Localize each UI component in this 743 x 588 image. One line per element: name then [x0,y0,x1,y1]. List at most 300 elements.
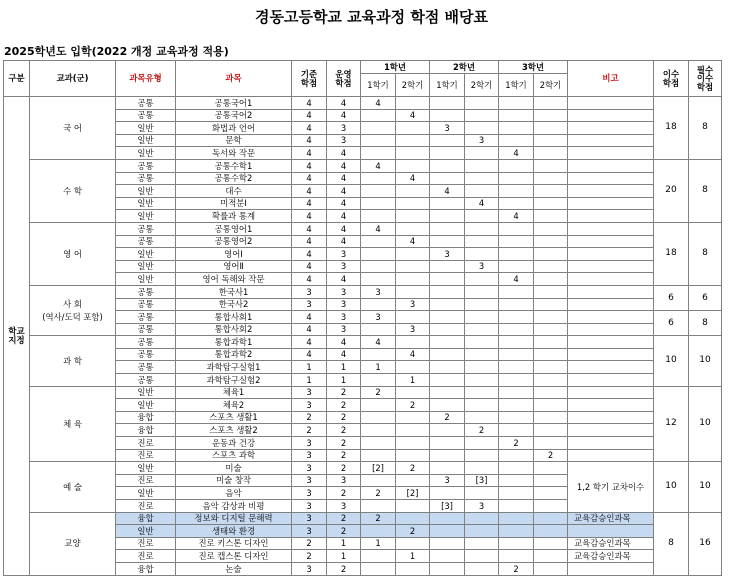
semester-credit-cell [361,248,396,261]
semester-credit-cell: 4 [361,159,396,172]
run-credit-cell: 2 [327,449,361,462]
semester-credit-cell: 3 [430,122,465,135]
note-cell [568,386,654,399]
semester-credit-cell [361,399,396,412]
subject-type-cell: 일반 [116,487,176,500]
base-credit-cell: 4 [292,248,327,261]
semester-credit-cell [361,562,396,575]
semester-credit-cell: 4 [465,197,499,210]
total-credit-cell: 12 [654,386,689,462]
semester-credit-cell [534,197,568,210]
semester-credit-cell [430,159,465,172]
base-credit-cell: 4 [292,260,327,273]
run-credit-cell: 4 [327,159,361,172]
run-credit-cell: 3 [327,500,361,513]
note-cell [568,298,654,311]
note-cell [568,336,654,349]
semester-credit-cell [534,285,568,298]
run-credit-cell: 2 [327,437,361,450]
semester-credit-cell [499,109,534,122]
subject-group-cell: 영 어 [30,222,116,285]
total-credit-cell: 8 [654,512,689,575]
semester-credit-cell [534,147,568,160]
subject-type-cell: 공통 [116,109,176,122]
semester-credit-cell [499,311,534,324]
semester-credit-cell [534,311,568,324]
semester-credit-cell: 3 [361,311,396,324]
semester-credit-cell [361,298,396,311]
subject-type-cell: 공통 [116,159,176,172]
semester-credit-cell [499,159,534,172]
semester-credit-cell [465,311,499,324]
header-base: 기준 학점 [292,61,327,97]
note-cell [568,285,654,298]
subject-name-cell: 공통국어2 [176,109,292,122]
subject-name-cell: 미술 창작 [176,474,292,487]
semester-credit-cell: 4 [396,109,430,122]
semester-credit-cell: 2 [465,424,499,437]
base-credit-cell: 3 [292,285,327,298]
note-cell [568,399,654,412]
semester-credit-cell: 4 [361,222,396,235]
semester-credit-cell [430,537,465,550]
note-cell [568,222,654,235]
subject-name-cell: 진로 키스톤 디자인 [176,537,292,550]
total-credit-cell: 18 [654,222,689,285]
semester-credit-cell [534,348,568,361]
semester-credit-cell [396,260,430,273]
run-credit-cell: 2 [327,411,361,424]
semester-credit-cell [396,424,430,437]
semester-credit-cell [465,273,499,286]
subject-type-cell: 일반 [116,210,176,223]
note-cell [568,562,654,575]
header-total: 이수 학점 [654,61,689,97]
run-credit-cell: 4 [327,109,361,122]
semester-credit-cell [361,109,396,122]
subject-type-cell: 진로 [116,449,176,462]
semester-credit-cell [465,462,499,475]
semester-credit-cell: 3 [430,474,465,487]
semester-credit-cell [430,462,465,475]
semester-credit-cell [499,487,534,500]
semester-credit-cell [499,462,534,475]
base-credit-cell: 3 [292,562,327,575]
semester-credit-cell [534,235,568,248]
subject-type-cell: 공통 [116,172,176,185]
subject-type-cell: 공통 [116,298,176,311]
run-credit-cell: 3 [327,134,361,147]
run-credit-cell: 1 [327,374,361,387]
note-cell [568,248,654,261]
table-row [4,512,722,525]
semester-credit-cell [430,210,465,223]
base-credit-cell: 4 [292,336,327,349]
semester-credit-cell [534,411,568,424]
semester-credit-cell [465,222,499,235]
note-cell [568,172,654,185]
semester-credit-cell [396,336,430,349]
semester-credit-cell [465,285,499,298]
subject-type-cell: 일반 [116,399,176,412]
subject-type-cell: 공통 [116,311,176,324]
note-cell [568,97,654,110]
semester-credit-cell [361,260,396,273]
note-cell [568,361,654,374]
semester-credit-cell [534,374,568,387]
semester-credit-cell [499,537,534,550]
required-credit-cell: 8 [689,222,722,285]
semester-credit-cell [396,285,430,298]
semester-credit-cell: 4 [361,336,396,349]
run-credit-cell: 3 [327,260,361,273]
base-credit-cell: 4 [292,134,327,147]
semester-credit-cell [430,273,465,286]
semester-credit-cell [534,550,568,563]
required-credit-cell: 10 [689,386,722,462]
subject-type-cell: 융합 [116,424,176,437]
semester-credit-cell [499,336,534,349]
header-y2-sem1: 1학기 [430,74,465,97]
run-credit-cell: 2 [327,386,361,399]
semester-credit-cell [396,562,430,575]
subject-name-cell: 과학탐구실험1 [176,361,292,374]
semester-credit-cell [499,298,534,311]
semester-credit-cell: 2 [396,525,430,538]
required-credit-cell: 16 [689,512,722,575]
semester-credit-cell: [3] [465,474,499,487]
semester-credit-cell [430,134,465,147]
run-credit-cell: 4 [327,235,361,248]
semester-credit-cell [499,172,534,185]
table-row [4,386,722,399]
base-credit-cell: 4 [292,348,327,361]
header-y3-sem2: 2학기 [534,74,568,97]
required-credit-cell: 10 [689,462,722,512]
run-credit-cell: 1 [327,550,361,563]
semester-credit-cell [465,348,499,361]
required-credit-cell: 6 [689,285,722,310]
note-cell [568,323,654,336]
note-cell [568,109,654,122]
semester-credit-cell [361,197,396,210]
subject-name-cell: 독서와 작문 [176,147,292,160]
subject-type-cell: 공통 [116,348,176,361]
semester-credit-cell [534,500,568,513]
semester-credit-cell [430,348,465,361]
semester-credit-cell [465,323,499,336]
semester-credit-cell [534,474,568,487]
note-cell [568,197,654,210]
semester-credit-cell [430,386,465,399]
semester-credit-cell [430,336,465,349]
semester-credit-cell [499,550,534,563]
base-credit-cell: 1 [292,361,327,374]
subject-group-cell: 사 회 (역사/도덕 포함) [30,285,116,335]
semester-credit-cell [361,437,396,450]
run-credit-cell: 4 [327,147,361,160]
run-credit-cell: 3 [327,474,361,487]
semester-credit-cell: [2] [361,462,396,475]
subject-type-cell: 일반 [116,525,176,538]
base-credit-cell: 4 [292,235,327,248]
semester-credit-cell: 3 [465,260,499,273]
table-row [4,222,722,235]
semester-credit-cell: 3 [430,248,465,261]
subject-type-cell: 융합 [116,562,176,575]
semester-credit-cell [430,197,465,210]
subject-type-cell: 융합 [116,512,176,525]
semester-credit-cell [430,487,465,500]
run-credit-cell: 2 [327,462,361,475]
subject-type-cell: 일반 [116,273,176,286]
semester-credit-cell [499,323,534,336]
semester-credit-cell [396,273,430,286]
semester-credit-cell [430,525,465,538]
semester-credit-cell [499,361,534,374]
semester-credit-cell [499,525,534,538]
semester-credit-cell: 1 [361,361,396,374]
semester-credit-cell [396,147,430,160]
base-credit-cell: 3 [292,437,327,450]
base-credit-cell: 3 [292,487,327,500]
semester-credit-cell [499,97,534,110]
subject-type-cell: 공통 [116,222,176,235]
semester-credit-cell [534,172,568,185]
semester-credit-cell [361,323,396,336]
semester-credit-cell [499,248,534,261]
semester-credit-cell [534,424,568,437]
semester-credit-cell: 2 [499,562,534,575]
semester-credit-cell: 4 [396,172,430,185]
semester-credit-cell [396,122,430,135]
semester-credit-cell [499,134,534,147]
base-credit-cell: 2 [292,424,327,437]
semester-credit-cell [499,260,534,273]
semester-credit-cell [499,386,534,399]
semester-credit-cell [361,525,396,538]
semester-credit-cell [534,97,568,110]
semester-credit-cell [534,185,568,198]
subject-type-cell: 일반 [116,197,176,210]
base-credit-cell: 4 [292,122,327,135]
semester-credit-cell [534,210,568,223]
semester-credit-cell [465,562,499,575]
semester-credit-cell [430,562,465,575]
subject-name-cell: 스포츠 과학 [176,449,292,462]
base-credit-cell: 4 [292,172,327,185]
semester-credit-cell [396,474,430,487]
header-gyogwa: 교과(군) [30,61,116,97]
semester-credit-cell [465,411,499,424]
run-credit-cell: 4 [327,336,361,349]
subject-name-cell: 운동과 건강 [176,437,292,450]
total-credit-cell: 18 [654,97,689,160]
subject-name-cell: 영어Ⅱ [176,260,292,273]
run-credit-cell: 4 [327,210,361,223]
subject-name-cell: 영어Ⅰ [176,248,292,261]
semester-credit-cell: 3 [465,500,499,513]
semester-credit-cell [430,424,465,437]
subject-type-cell: 공통 [116,285,176,298]
run-credit-cell: 2 [327,525,361,538]
run-credit-cell: 2 [327,399,361,412]
subject-name-cell: 체육2 [176,399,292,412]
semester-credit-cell [396,134,430,147]
semester-credit-cell [499,122,534,135]
header-required: 필수 이수 학점 [689,61,722,97]
required-credit-cell: 8 [689,97,722,160]
semester-credit-cell [430,285,465,298]
note-cell [568,374,654,387]
required-credit-cell: 8 [689,159,722,222]
note-cell [568,424,654,437]
semester-credit-cell [534,298,568,311]
semester-credit-cell: 3 [396,298,430,311]
header-gubun: 구분 [4,61,30,97]
semester-credit-cell [534,109,568,122]
subject-name-cell: 음악 감상과 비평 [176,500,292,513]
subject-name-cell: 공통수학2 [176,172,292,185]
run-credit-cell: 3 [327,311,361,324]
semester-credit-cell [465,147,499,160]
subject-name-cell: 통합과학1 [176,336,292,349]
semester-credit-cell [430,449,465,462]
run-credit-cell: 2 [327,512,361,525]
total-credit-cell: 6 [654,311,689,336]
semester-credit-cell [361,500,396,513]
semester-credit-cell [499,197,534,210]
header-y2-sem2: 2학기 [465,74,499,97]
base-credit-cell: 4 [292,109,327,122]
subject-name-cell: 문학 [176,134,292,147]
semester-credit-cell [465,550,499,563]
subject-name-cell: 논술 [176,562,292,575]
semester-credit-cell: 3 [361,285,396,298]
base-credit-cell: 4 [292,159,327,172]
subject-name-cell: 통합사회2 [176,323,292,336]
note-cell: 교육감승인과목 [568,550,654,563]
base-credit-cell: 1 [292,374,327,387]
semester-credit-cell [361,210,396,223]
note-cell [568,525,654,538]
semester-credit-cell [499,348,534,361]
credit-table [3,60,722,576]
semester-credit-cell: [3] [430,500,465,513]
table-row [4,285,722,298]
semester-credit-cell [361,235,396,248]
semester-credit-cell [430,437,465,450]
semester-credit-cell: 2 [361,386,396,399]
table-row [4,462,722,475]
base-credit-cell: 3 [292,474,327,487]
semester-credit-cell [534,525,568,538]
semester-credit-cell: 2 [396,399,430,412]
semester-credit-cell [396,222,430,235]
semester-credit-cell: 3 [396,323,430,336]
table-row [4,159,722,172]
subject-name-cell: 공통영어1 [176,222,292,235]
run-credit-cell: 2 [327,487,361,500]
run-credit-cell: 4 [327,197,361,210]
note-cell [568,449,654,462]
base-credit-cell: 4 [292,311,327,324]
semester-credit-cell [361,122,396,135]
semester-credit-cell [361,474,396,487]
base-credit-cell: 3 [292,399,327,412]
note-cell [568,159,654,172]
subject-name-cell: 대수 [176,185,292,198]
run-credit-cell: 2 [327,424,361,437]
semester-credit-cell [465,185,499,198]
header-subject: 과목 [176,61,292,97]
subject-type-cell: 공통 [116,336,176,349]
required-credit-cell: 8 [689,311,722,336]
run-credit-cell: 1 [327,361,361,374]
base-credit-cell: 4 [292,222,327,235]
run-credit-cell: 4 [327,222,361,235]
semester-credit-cell [499,424,534,437]
semester-credit-cell [534,273,568,286]
semester-credit-cell [465,122,499,135]
semester-credit-cell [534,562,568,575]
subject-type-cell: 일반 [116,147,176,160]
subject-group-cell: 체 육 [30,386,116,462]
semester-credit-cell [430,147,465,160]
semester-credit-cell [534,361,568,374]
required-credit-cell: 10 [689,336,722,386]
semester-credit-cell [396,449,430,462]
semester-credit-cell: 2 [361,512,396,525]
semester-credit-cell [396,185,430,198]
subject-name-cell: 미적분Ⅰ [176,197,292,210]
semester-credit-cell [534,122,568,135]
semester-credit-cell [465,512,499,525]
subject-type-cell: 공통 [116,235,176,248]
subject-type-cell: 일반 [116,260,176,273]
header-year1: 1학년 [361,61,430,74]
note-cell [568,311,654,324]
semester-credit-cell [534,248,568,261]
subject-name-cell: 공통국어1 [176,97,292,110]
note-cell [568,437,654,450]
gubun-cell: 학교 지정 [4,97,30,576]
run-credit-cell: 3 [327,122,361,135]
run-credit-cell: 4 [327,273,361,286]
semester-credit-cell: 4 [499,210,534,223]
semester-credit-cell [465,399,499,412]
subject-group-cell: 과 학 [30,336,116,386]
base-credit-cell: 4 [292,273,327,286]
semester-credit-cell [396,512,430,525]
semester-credit-cell [534,512,568,525]
semester-credit-cell [499,512,534,525]
semester-credit-cell [430,512,465,525]
base-credit-cell: 4 [292,210,327,223]
semester-credit-cell [465,386,499,399]
run-credit-cell: 4 [327,97,361,110]
semester-credit-cell [499,474,534,487]
header-type: 과목유형 [116,61,176,97]
semester-credit-cell [430,97,465,110]
semester-credit-cell: 3 [465,134,499,147]
semester-credit-cell: 4 [396,235,430,248]
subject-group-cell: 수 학 [30,159,116,222]
note-cell: 교육감승인과목 [568,537,654,550]
semester-credit-cell [430,550,465,563]
note-cell: 교육감승인과목 [568,512,654,525]
subject-name-cell: 스포츠 생활1 [176,411,292,424]
